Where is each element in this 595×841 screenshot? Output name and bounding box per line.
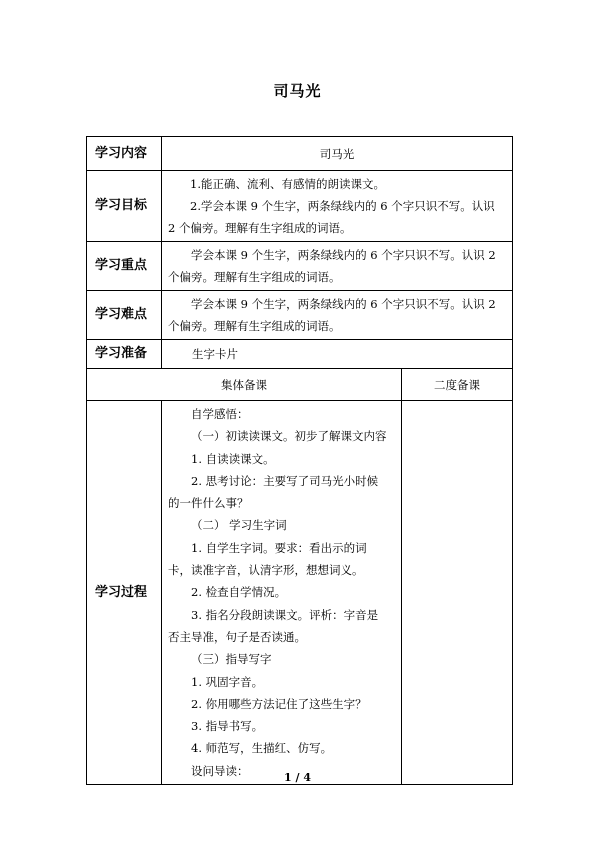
process-content xyxy=(162,401,402,785)
row-content xyxy=(87,137,513,171)
row-difficulty xyxy=(87,291,513,340)
process-line: （三）指导写字 xyxy=(191,652,272,667)
process-line: 否主导准，句子是否读通。 xyxy=(168,629,306,644)
process-line: 3. 指导书写。 xyxy=(191,719,264,734)
process-second-prep xyxy=(402,401,513,785)
key-line-1: 学会本课 9 个生字，两条绿线内的 6 个字只识不写。认识 2 xyxy=(191,248,496,262)
header-second: 二度备课 xyxy=(402,369,513,401)
process-line: 卡，读准字音，认清字形，想想词义。 xyxy=(168,563,364,578)
goal-line-3: 2 个偏旁。理解有生字组成的词语。 xyxy=(168,221,352,235)
process-line: 2. 你用哪些方法记住了这些生字？ xyxy=(191,696,367,711)
page-number: 1 / 4 xyxy=(284,771,311,784)
goal-line-1: 1.能正确、流利、有感情的朗读课文。 xyxy=(190,177,385,191)
label-goal: 学习目标 xyxy=(87,171,162,242)
label-process: 学习过程 xyxy=(87,401,162,785)
page-title: 司马光 xyxy=(273,82,322,100)
difficulty-line-2: 个偏旁。理解有生字组成的词语。 xyxy=(168,319,341,333)
process-line: 自学感悟： xyxy=(191,407,249,421)
difficulty-line-1: 学会本课 9 个生字，两条绿线内的 6 个字只识不写。认识 2 xyxy=(191,297,496,311)
process-line: （一）初读读课文。初步了解课文内容 xyxy=(191,429,387,444)
process-line: 的一件什么事？ xyxy=(168,496,249,511)
row-goal xyxy=(87,171,513,242)
value-difficulty xyxy=(162,291,513,340)
process-line: 2. 思考讨论：主要写了司马光小时候 xyxy=(191,473,379,488)
value-goal xyxy=(162,171,513,242)
value-prep: 生字卡片 xyxy=(162,340,513,369)
process-line: 2. 检查自学情况。 xyxy=(191,585,287,600)
value-key xyxy=(162,242,513,291)
process-line: 4. 师范写，生描红、仿写。 xyxy=(191,741,333,756)
process-line: 3. 指名分段朗读课文。评析：字音是 xyxy=(191,607,379,622)
row-prep xyxy=(87,340,513,369)
value-content: 司马光 xyxy=(162,137,513,171)
key-line-2: 个偏旁。理解有生字组成的词语。 xyxy=(168,270,341,284)
row-header xyxy=(87,369,513,401)
lesson-plan-table xyxy=(86,136,513,785)
process-line: （二） 学习生字词 xyxy=(191,518,287,533)
label-prep: 学习准备 xyxy=(87,340,162,369)
process-line: 1. 巩固字音。 xyxy=(191,674,264,689)
row-key xyxy=(87,242,513,291)
label-key: 学习重点 xyxy=(87,242,162,291)
process-line: 设问导读： xyxy=(191,763,249,778)
row-process xyxy=(87,401,513,785)
process-line: 1. 自读读课文。 xyxy=(191,451,275,466)
label-content: 学习内容 xyxy=(87,137,162,171)
label-difficulty: 学习难点 xyxy=(87,291,162,340)
header-collective: 集体备课 xyxy=(87,369,402,401)
goal-line-2: 2.学会本课 9 个生字，两条绿线内的 6 个字只识不写。认识 xyxy=(190,199,495,213)
process-line: 1. 自学生字词。要求：看出示的词 xyxy=(191,540,367,555)
